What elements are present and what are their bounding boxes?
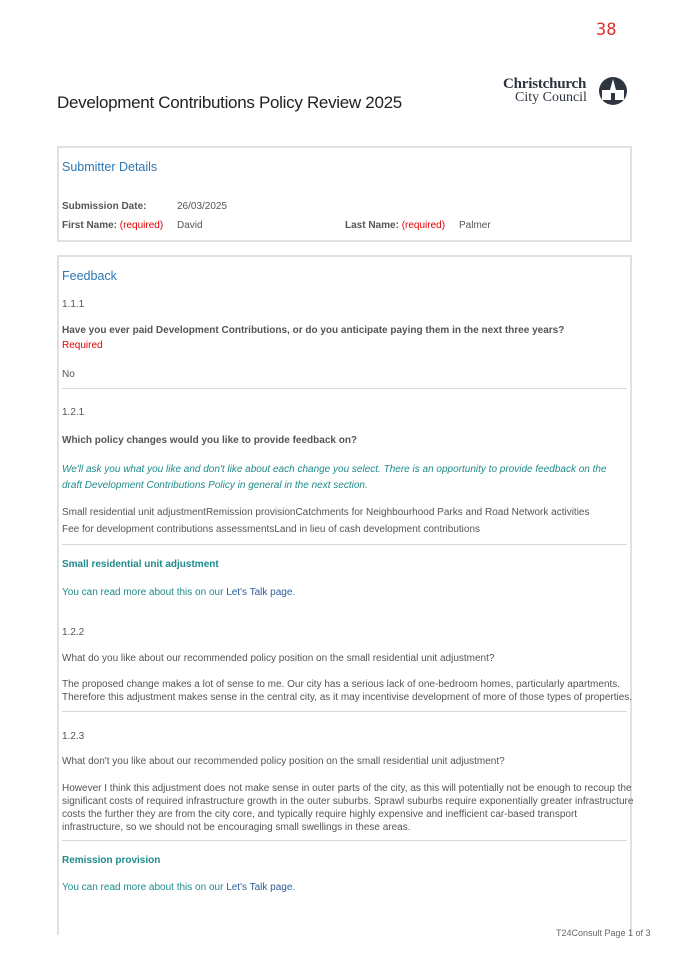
question-number: 1.2.1	[62, 407, 85, 418]
logo-line2: City Council	[515, 90, 587, 105]
christchurch-city-council-logo	[503, 76, 627, 106]
last-name-label	[345, 220, 445, 231]
question-text: What don't you like about our recommended policy position on the small residential unit adjustment?	[62, 756, 505, 767]
question-number: 1.2.2	[62, 627, 85, 638]
first-name-required-tag: (required)	[119, 220, 164, 231]
read-more-text	[62, 882, 295, 893]
read-more-prefix: You can read more about this on our	[62, 882, 227, 893]
submission-date-label: Submission Date:	[62, 201, 147, 212]
section-title-remission: Remission provision	[62, 855, 161, 866]
read-more-prefix: You can read more about this on our	[62, 587, 227, 598]
logo-line1: Christchurch	[503, 76, 587, 92]
last-name-value: Palmer	[459, 220, 491, 231]
answer-text-line2: significant costs of required infrastructure growth in the outer suburbs. Sprawl suburbs require exponentially greater infrastructure	[62, 796, 634, 807]
page-number: 38	[596, 20, 617, 40]
question-number: 1.2.3	[62, 731, 85, 742]
divider	[62, 711, 627, 712]
answer-text-line2: Fee for development contributions assessmentsLand in lieu of cash development contributions	[62, 524, 481, 535]
submission-date-value: 26/03/2025	[177, 201, 228, 212]
answer-text-line1: Small residential unit adjustmentRemission provisionCatchments for Neighbourhood Parks and Road Network activities	[62, 507, 590, 518]
answer-text: No	[62, 369, 75, 380]
read-more-suffix: .	[292, 882, 296, 893]
first-name-label-text: First Name:	[62, 220, 118, 231]
question-text: What do you like about our recommended policy position on the small residential unit adjustment?	[62, 653, 495, 664]
answer-text-line4: infrastructure, so we should not be encouraging small swellings in these areas.	[62, 822, 411, 833]
question-text: Have you ever paid Development Contributions, or do you anticipate paying them in the next three years?	[62, 325, 565, 336]
submitter-details-heading: Submitter Details	[62, 160, 158, 174]
divider	[62, 840, 627, 841]
read-more-text	[62, 587, 295, 598]
lets-talk-link[interactable]: Let's Talk page	[226, 587, 293, 598]
answer-text-line1: However I think this adjustment does not make sense in outer parts of the city, as this will potentially not be enough to recoup the	[62, 783, 632, 794]
answer-text-line3: costs the further they are from the city core, and typically require highly expensive and inefficient car-based transport	[62, 809, 578, 820]
question-text: Which policy changes would you like to provide feedback on?	[62, 435, 358, 446]
divider	[62, 544, 627, 545]
read-more-suffix: .	[292, 587, 296, 598]
answer-text-line1: The proposed change makes a lot of sense to me. Our city has a serious lack of one-bedroom homes, particularly apartments.	[62, 679, 621, 690]
feedback-heading: Feedback	[62, 269, 117, 283]
required-indicator: Required	[62, 340, 103, 351]
answer-text-line2: Therefore this adjustment makes sense in the central city, as it may incentivise development of more of those types of properties.	[62, 692, 633, 703]
first-name-label	[62, 220, 163, 231]
page-footer: T24Consult Page 1 of 3	[556, 928, 651, 938]
cathedral-icon	[597, 76, 629, 106]
question-number: 1.1.1	[62, 299, 85, 310]
first-name-value: David	[177, 220, 203, 231]
divider	[62, 388, 627, 389]
lets-talk-link[interactable]: Let's Talk page	[226, 882, 293, 893]
last-name-required-tag: (required)	[401, 220, 446, 231]
question-hint: We'll ask you what you like and don't like about each change you select. There is an opportunity to provide feedback on the draft Development Contributions Policy in general in the next section.	[62, 464, 607, 491]
document-title: Development Contributions Policy Review 2025	[57, 93, 402, 112]
section-title-small-residential: Small residential unit adjustment	[62, 559, 219, 570]
last-name-label-text: Last Name:	[345, 220, 399, 231]
